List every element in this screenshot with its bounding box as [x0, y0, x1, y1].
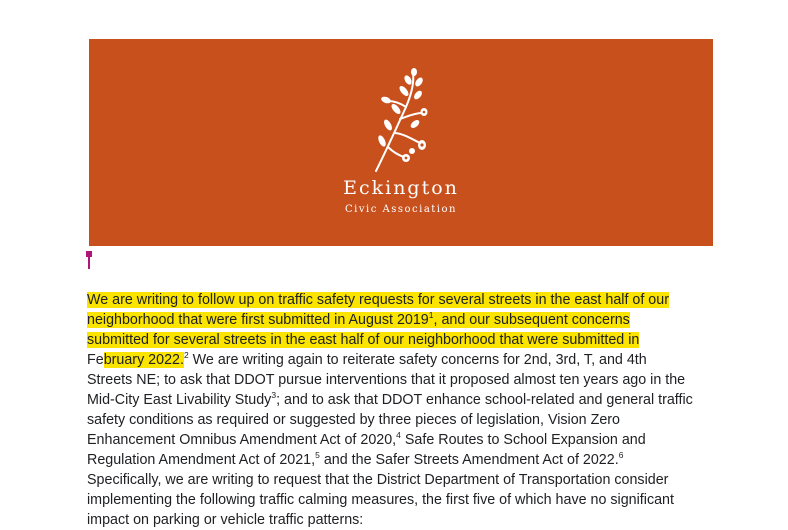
paragraph-line: neighborhood that were first submitted in August 2019$^1$, and our subsequent concerns	[87, 310, 630, 328]
paragraph-line: implementing the following traffic calming measures, the first five of which have no significant	[87, 492, 674, 508]
paragraph-line: Streets NE; to ask that DDOT pursue interventions that it proposed almost ten years ago in the	[87, 372, 686, 388]
paragraph-line: submitted for several streets in the east half of our neighborhood that were submitted in	[87, 332, 640, 348]
paragraph-line: Mid-City East Livability Study$^3$; and to ask that DDOT enhance school-related and general traffic	[87, 390, 693, 408]
footnote-ref[interactable]: 6	[618, 450, 624, 461]
text-cursor	[86, 251, 91, 269]
paragraph-line: We are writing to follow up on traffic safety requests for several streets in the east half of our	[87, 292, 669, 308]
footnote-ref[interactable]: 1	[428, 310, 434, 321]
paragraph-line: Specifically, we are writing to request that the District Department of Transportation consider	[87, 472, 669, 488]
footnote-ref[interactable]: 3	[271, 390, 277, 401]
paragraph-line: Enhancement Omnibus Amendment Act of 2020,$^4$ Safe Routes to School Expansion and	[87, 430, 646, 448]
footnote-ref[interactable]: 5	[315, 450, 320, 461]
footnote-ref[interactable]: 2	[183, 350, 189, 361]
paragraph-line: impact on parking or vehicle traffic patterns:	[87, 512, 364, 528]
paragraph-line: February 2022.$^2$ We are writing again to reiterate safety concerns for 2nd, 3rd, T, and 4th	[87, 350, 647, 368]
organization-name: Eckington	[343, 177, 459, 199]
footnote-ref[interactable]: 4	[396, 430, 401, 441]
paragraph-line: safety conditions as required or suggested by three pieces of legislation, Vision Zero	[87, 412, 620, 428]
organization-subtitle: Civic Association	[345, 204, 457, 215]
branch-with-berries-icon	[366, 67, 438, 177]
paragraph-line: Regulation Amendment Act of 2021,$^5$ and the Safer Streets Amendment Act of 2022.$^6$	[87, 450, 624, 468]
letter-paragraph[interactable]	[87, 290, 727, 530]
header-banner	[89, 39, 713, 246]
